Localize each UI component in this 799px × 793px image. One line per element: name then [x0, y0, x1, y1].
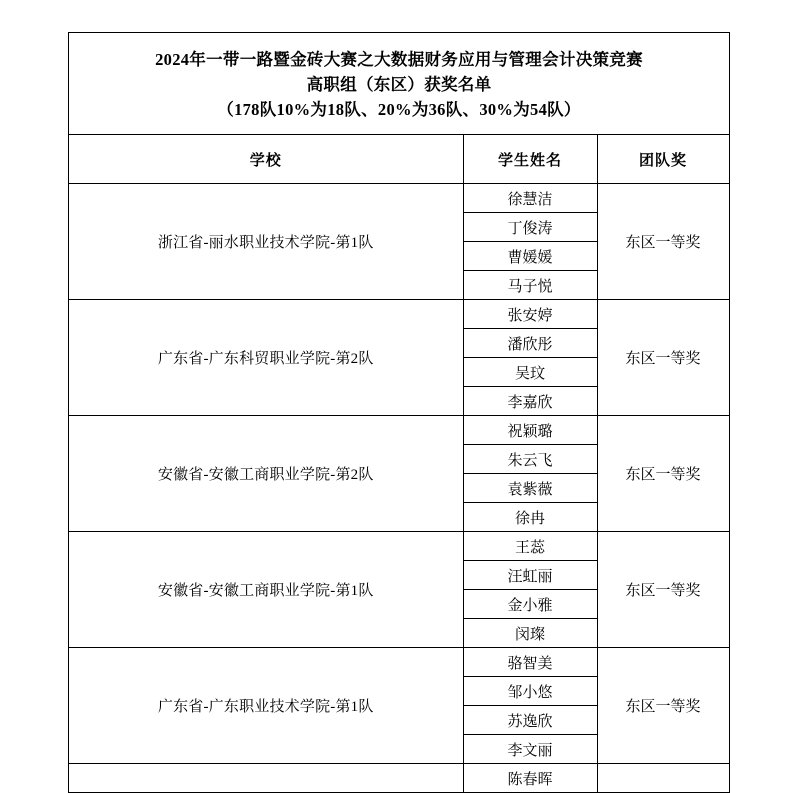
student-cell: 苏逸欣 [463, 706, 597, 735]
school-cell: 广东省-广东职业技术学院-第1队 [69, 648, 463, 764]
award-cell [597, 764, 729, 793]
school-cell: 安徽省-安徽工商职业学院-第1队 [69, 532, 463, 648]
award-cell: 东区一等奖 [597, 416, 729, 532]
award-table [69, 135, 730, 793]
student-cell: 徐冉 [463, 503, 597, 532]
student-cell: 徐慧洁 [463, 184, 597, 213]
table-row [69, 764, 729, 793]
student-cell: 邹小悠 [463, 677, 597, 706]
document-title [69, 33, 729, 135]
award-document [68, 32, 730, 793]
student-cell: 王蕊 [463, 532, 597, 561]
award-cell: 东区一等奖 [597, 300, 729, 416]
table-header [69, 135, 729, 184]
column-header-school: 学校 [69, 135, 463, 184]
student-cell: 马子悦 [463, 271, 597, 300]
student-cell: 祝颖璐 [463, 416, 597, 445]
table-header-row [69, 135, 729, 184]
school-cell: 浙江省-丽水职业技术学院-第1队 [69, 184, 463, 300]
student-cell: 张安婷 [463, 300, 597, 329]
school-cell: 安徽省-安徽工商职业学院-第2队 [69, 416, 463, 532]
school-cell: 广东省-广东科贸职业学院-第2队 [69, 300, 463, 416]
student-cell: 李文丽 [463, 735, 597, 764]
student-cell: 李嘉欣 [463, 387, 597, 416]
table-row [69, 532, 729, 561]
table-row [69, 300, 729, 329]
student-cell: 曹媛媛 [463, 242, 597, 271]
table-row [69, 416, 729, 445]
student-cell: 潘欣彤 [463, 329, 597, 358]
award-cell: 东区一等奖 [597, 532, 729, 648]
award-cell: 东区一等奖 [597, 184, 729, 300]
table-body [69, 184, 729, 793]
table-row [69, 648, 729, 677]
column-header-award: 团队奖 [597, 135, 729, 184]
school-cell [69, 764, 463, 793]
student-cell: 骆智美 [463, 648, 597, 677]
student-cell: 陈春晖 [463, 764, 597, 793]
student-cell: 丁俊涛 [463, 213, 597, 242]
student-cell: 金小雅 [463, 590, 597, 619]
student-cell: 闵璨 [463, 619, 597, 648]
title-line-3: （178队10%为18队、20%为36队、30%为54队） [217, 100, 581, 119]
column-header-student: 学生姓名 [463, 135, 597, 184]
title-line-1: 2024年一带一路暨金砖大赛之大数据财务应用与管理会计决策竞赛 [155, 50, 643, 69]
student-cell: 朱云飞 [463, 445, 597, 474]
table-row [69, 184, 729, 213]
award-cell: 东区一等奖 [597, 648, 729, 764]
title-line-2: 高职组（东区）获奖名单 [306, 75, 492, 94]
student-cell: 汪虹丽 [463, 561, 597, 590]
student-cell: 吴玟 [463, 358, 597, 387]
student-cell: 袁紫薇 [463, 474, 597, 503]
